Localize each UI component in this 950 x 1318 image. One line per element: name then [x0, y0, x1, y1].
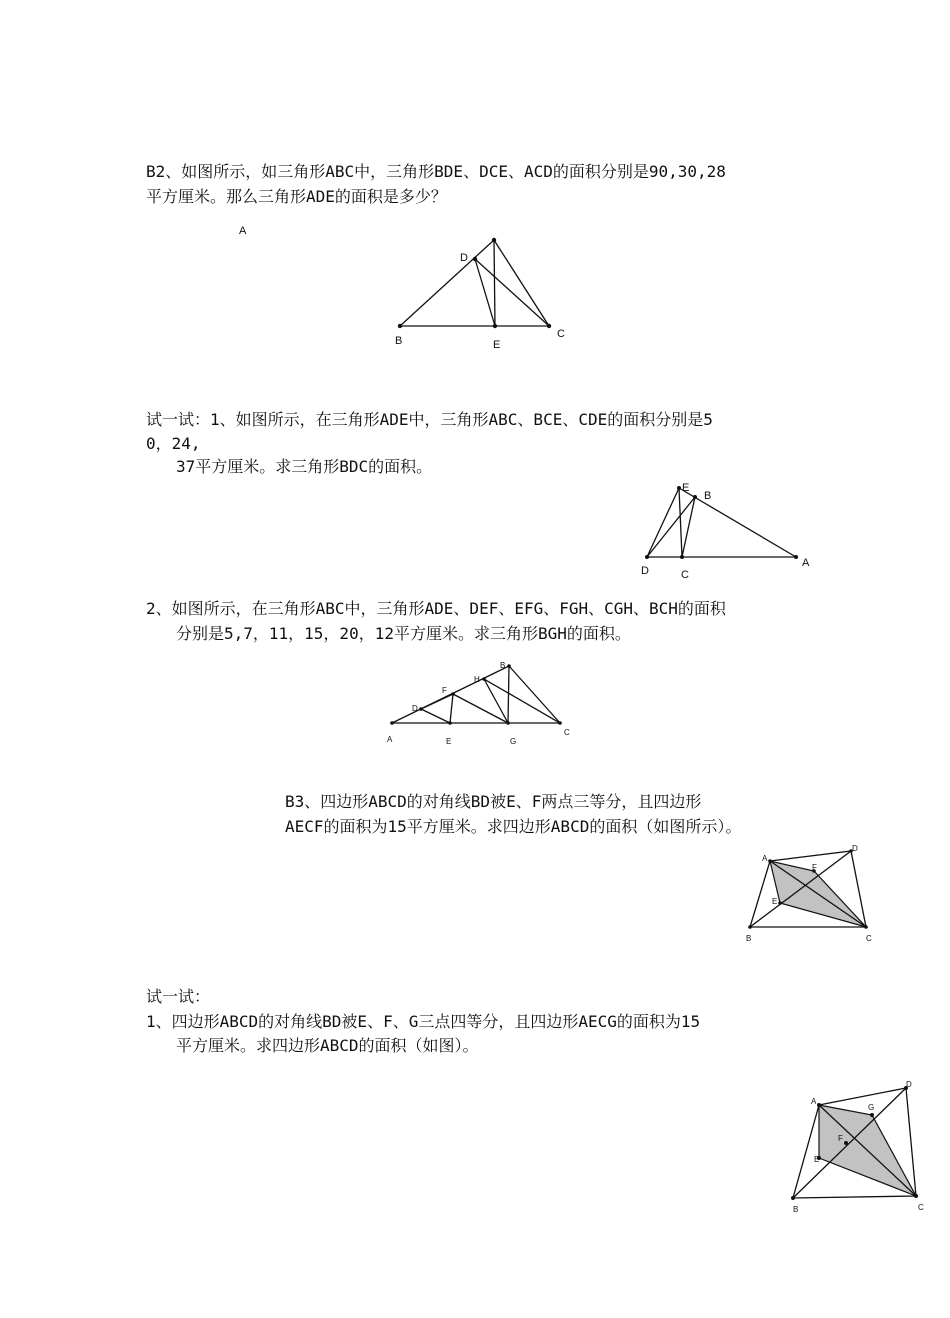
fig4-label-b: B: [746, 934, 752, 943]
problem-b3-line1: B3、四边形ABCD的对角线BD被E、F两点三等分，且四边形: [285, 792, 702, 811]
fig3-label-g: G: [510, 737, 517, 746]
problem-b2-line1: B2、如图所示，如三角形ABC中，三角形BDE、DCE、ACD的面积分别是90,30,28: [146, 162, 726, 181]
fig2-label-d: D: [641, 565, 649, 577]
fig1-label-a: A: [239, 225, 247, 237]
try2-line2: 分别是5,7，11，15，20，12平方厘米。求三角形BGH的面积。: [176, 624, 631, 643]
try2-line1: 2、如图所示，在三角形ABC中，三角形ADE、DEF、EFG、FGH、CGH、BCH的面积: [146, 599, 726, 618]
fig2-label-b: B: [704, 490, 712, 502]
fig3-label-d: D: [412, 704, 418, 713]
fig5-label-e: E: [814, 1155, 820, 1164]
fig1-label-c: C: [557, 328, 565, 340]
fig1-label-b: B: [395, 335, 403, 347]
fig2-label-a: A: [802, 557, 810, 569]
fig2-label-c: C: [681, 569, 689, 581]
try1-line1: 试一试：1、如图所示，在三角形ADE中，三角形ABC、BCE、CDE的面积分别是5: [146, 410, 713, 429]
try3-line2: 平方厘米。求四边形ABCD的面积（如图）。: [176, 1036, 479, 1055]
fig5-label-a: A: [811, 1097, 817, 1106]
try3-heading: 试一试：: [146, 987, 211, 1006]
fig4-label-d: D: [852, 844, 858, 853]
fig2-label-e: E: [682, 482, 690, 494]
fig3-label-b: B: [500, 661, 506, 670]
problem-b2-line2: 平方厘米。那么三角形ADE的面积是多少？: [146, 187, 447, 206]
fig5-label-b: B: [793, 1205, 799, 1214]
fig3-label-f: F: [442, 686, 447, 695]
fig3-label-h: H: [474, 675, 480, 684]
fig4-label-f: F: [812, 863, 817, 872]
fig4-label-c: C: [866, 934, 872, 943]
fig3-label-a: A: [387, 735, 393, 744]
fig3-label-e: E: [446, 737, 452, 746]
fig3-label-c: C: [564, 728, 570, 737]
try3-line1: 1、四边形ABCD的对角线BD被E、F、G三点四等分，且四边形AECG的面积为15: [146, 1012, 701, 1031]
problem-b3-line2: AECF的面积为15平方厘米。求四边形ABCD的面积（如图所示）。: [285, 817, 742, 836]
fig5-label-d: D: [906, 1080, 912, 1089]
try1-line2: 0，24,: [146, 434, 201, 453]
fig5-label-g: G: [868, 1103, 875, 1112]
try1-line3: 37平方厘米。求三角形BDC的面积。: [176, 457, 433, 476]
fig4-label-a: A: [762, 854, 768, 863]
fig4-label-e: E: [772, 897, 778, 906]
fig1-label-e: E: [493, 339, 501, 351]
fig1-label-d: D: [460, 252, 468, 264]
fig5-label-f: F: [838, 1134, 843, 1143]
fig5-label-c: C: [918, 1203, 924, 1212]
